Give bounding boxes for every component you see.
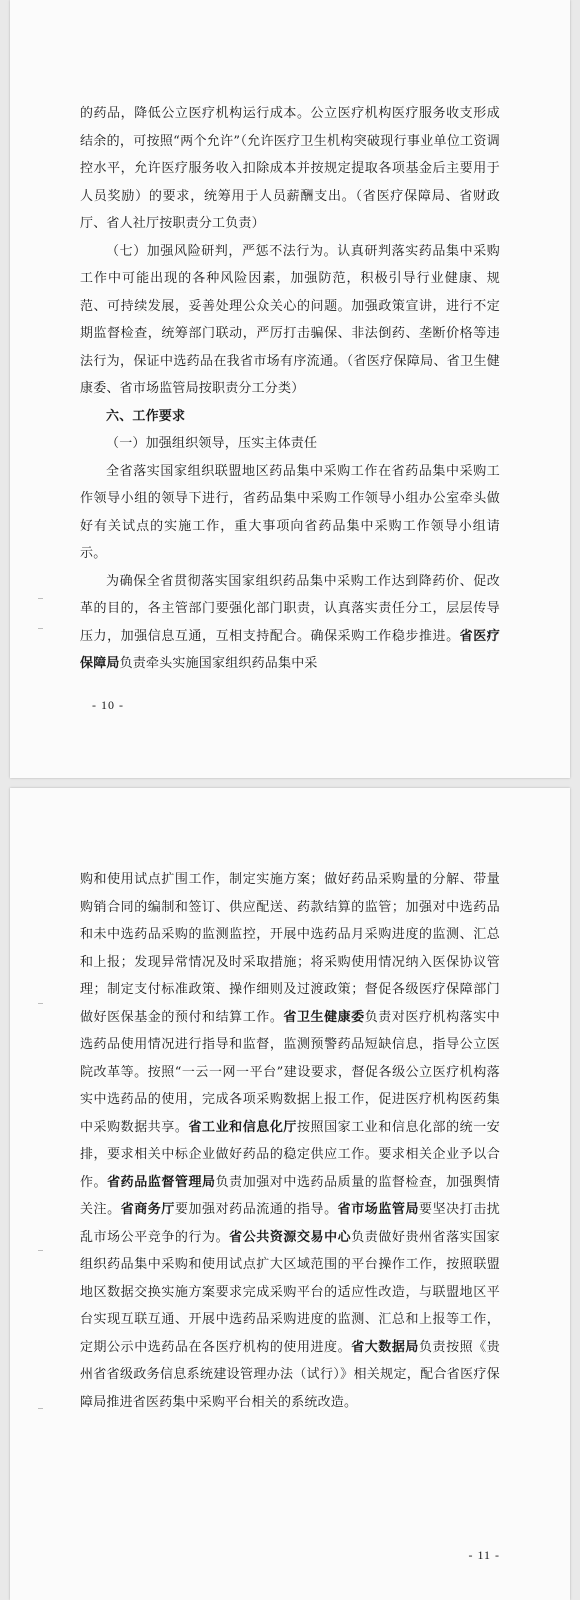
paragraph-text: 负责按照《贵州省省级政务信息系统建设管理办法（试行）》相关规定，配合省医疗保障局推进省医药集中采购平台相关的系统改造。 [80, 1339, 500, 1410]
paragraph-text: 负责加强对中选药品质量的监督检查，加强舆情关注。 [80, 1174, 500, 1217]
paragraph: 全省落实国家组织联盟地区药品集中采购工作在省药品集中采购工作领导小组的领导下进行，省药品集中采购工作领导小组办公室牵头做好有关试点的实施工作，重大事项向省药品集中采购工作领导小组请示。 [80, 463, 500, 561]
scan-mark [38, 1250, 43, 1251]
page-number: - 10 - [92, 698, 124, 712]
paragraph: （一）加强组织领导，压实主体责任 [106, 436, 318, 451]
paragraph [80, 866, 500, 1416]
document-page-11 [10, 788, 570, 1600]
department-name: 省商务厅 [120, 1202, 175, 1217]
paragraph: 的药品，降低公立医疗机构运行成本。公立医疗机构医疗服务收支形成结余的，可按照“两个允许”（允许医疗卫生机构突破现行事业单位工资调控水平，允许医疗服务收入扣除成本并按规定提取各项基金后主要用于人员奖励）的要求，统筹用于人员薪酬支出。（省医疗保障局、省财政厅、省人社厅按职责分工负责） [80, 106, 500, 231]
department-name: 省医疗保障局 [80, 628, 500, 671]
scan-mark [38, 628, 43, 629]
paragraph: （七）加强风险研判，严惩不法行为。认真研判落实药品集中采购工作中可能出现的各种风险因素，加强防范，积极引导行业健康、规范、可持续发展，妥善处理公众关心的问题。加强政策宣讲，进行不定期监督检查，统筹部门联动，严厉打击骗保、非法倒药、垄断价格等违法行为，保证中选药品在我省市场有序流通。（省医疗保障局、省卫生健康委、省市场监管局按职责分工分类） [80, 243, 500, 396]
department-name: 省大数据局 [351, 1339, 419, 1355]
paragraph-text: 负责做好贵州省落实国家组织药品集中采购和使用试点扩大区域范围的平台操作工作，按照联盟地区数据交换实施方案要求完成采购平台的适应性改造，与联盟地区平台实现互联互通、开展中选药品采购进度的监测、汇总和上报等工作，定期公示中选药品在各医疗机构的使用进度。 [80, 1229, 500, 1355]
paragraph-text: 要加强对药品流通的指导。 [174, 1202, 338, 1217]
paragraph [80, 568, 500, 678]
document-page-10 [10, 0, 570, 778]
paragraph-text: 负责牵头实施国家组织药品集中采 [119, 656, 318, 671]
scan-mark [38, 1408, 43, 1409]
page-11-body [80, 866, 500, 1416]
scan-mark [38, 598, 43, 599]
department-name: 省工业和信息化厅 [188, 1119, 297, 1135]
page-10-body [80, 100, 500, 678]
department-name: 省药品监督管理局 [107, 1174, 216, 1190]
department-name: 省市场监管局 [337, 1202, 420, 1217]
paragraph-text: 负责对医疗机构落实中选药品使用情况进行指导和监督，监测预警药品短缺信息，指导公立医院改革等。按照“一云一网一平台”建设要求，督促各级公立医疗机构落实中选药品的使用，完成各项采购数据上报工作，促进医疗机构医药集中采购数据共享。 [80, 1009, 500, 1135]
paragraph-text: 为确保全省贯彻落实国家组织药品集中采购工作达到降药价、促改革的目的，各主管部门要强化部门职责，认真落实责任分工，层层传导压力，加强信息互通，互相支持配合。确保采购工作稳步推进。 [80, 573, 500, 644]
paragraph-text: 要坚决打击扰乱市场公平竞争的行为。 [80, 1202, 501, 1245]
paragraph-text: 按照国家工业和信息化部的统一安排，要求相关中标企业做好药品的稳定供应工作。要求相关企业予以合作。 [80, 1119, 500, 1190]
page-number: - 11 - [468, 1548, 500, 1562]
paragraph-text: 购和使用试点扩围工作，制定实施方案；做好药品采购量的分解、带量购销合同的编制和签订、供应配送、药款结算的监管；加强对中选药品和未中选药品采购的监测监控，开展中选药品月采购进度的监测、汇总和上报；发现异常情况及时采取措施；将采购使用情况纳入医保协议管理；制定支付标准政策、操作细则及过渡政策；督促各级医疗保障部门做好医保基金的预付和结算工作。 [80, 872, 500, 1025]
department-name: 省公共资源交易中心 [229, 1229, 352, 1245]
section-heading: 六、工作要求 [106, 408, 186, 424]
department-name: 省卫生健康委 [283, 1009, 365, 1025]
scan-mark [38, 1003, 43, 1004]
